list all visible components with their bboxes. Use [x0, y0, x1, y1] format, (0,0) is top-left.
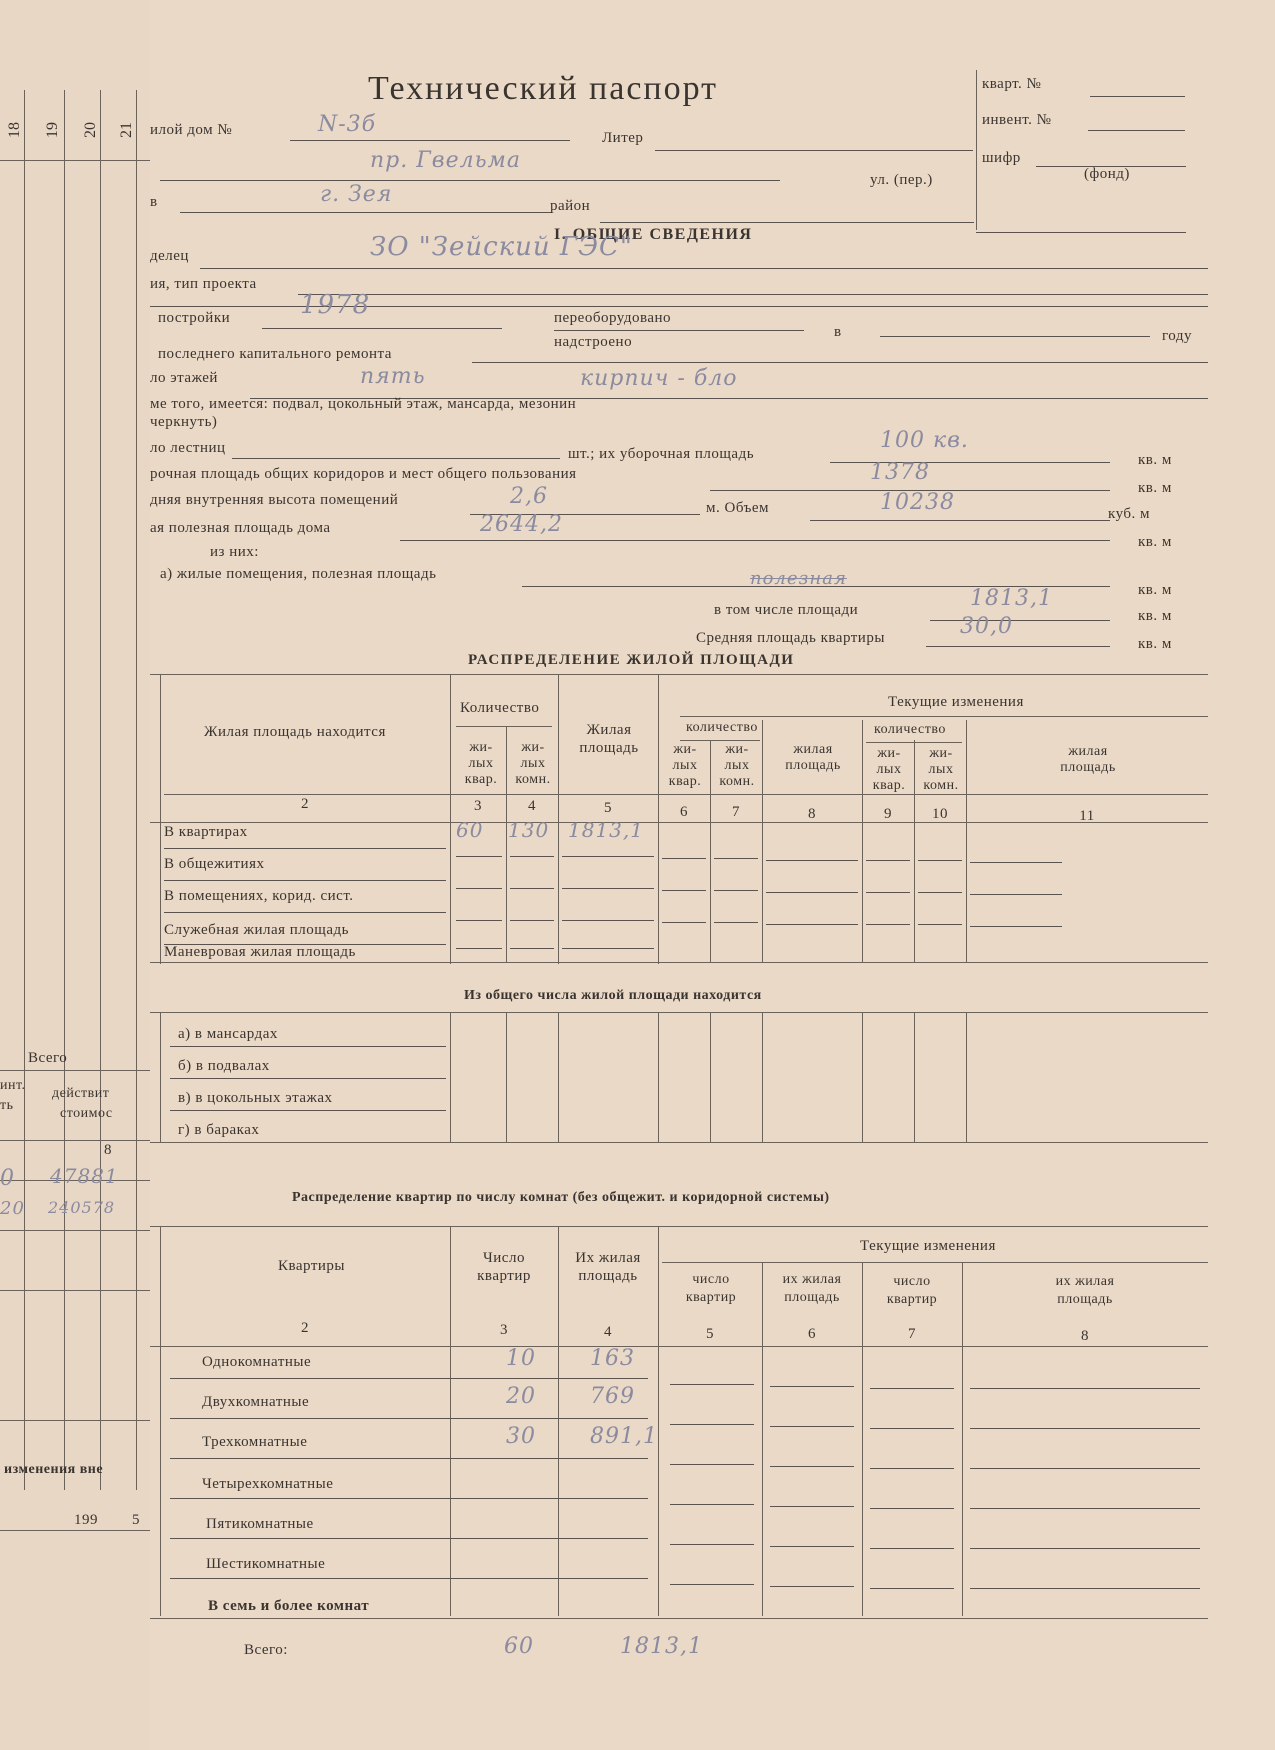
- in-label: в: [834, 324, 842, 340]
- row-label: В семь и более комнат: [208, 1598, 370, 1614]
- incl-label: в том числе площади: [714, 602, 859, 618]
- col-rooms-header: жи-: [521, 740, 545, 755]
- invent-label: инвент. №: [982, 112, 1052, 128]
- shifr-label: шифр: [982, 150, 1021, 166]
- col-count-sub: количество: [874, 722, 946, 737]
- col-apts-sub: лых: [672, 758, 698, 773]
- col-apts-header: жи-: [469, 740, 493, 755]
- sub-row-label: а) в мансардах: [178, 1026, 278, 1042]
- col-number: 4: [528, 798, 536, 814]
- row-label: Трехкомнатные: [202, 1434, 308, 1450]
- rooms-title: Распределение квартир по числу комнат (без общежит. и коридорной системы): [292, 1190, 830, 1205]
- column-number: 19: [44, 122, 61, 138]
- col-rooms-sub: лых: [928, 762, 954, 777]
- row-label: Пятикомнатные: [206, 1516, 314, 1532]
- superstructed-label: надстроено: [554, 334, 633, 350]
- col-area-header: Их жилая: [575, 1250, 641, 1266]
- unit-sqm: кв. м: [1138, 636, 1172, 652]
- repair-label: последнего капитального ремонта: [158, 346, 392, 362]
- strip-col-number: 8: [104, 1142, 112, 1158]
- street-name: пр. Гвельма: [370, 148, 521, 173]
- strip-col-fragment: инт.: [0, 1078, 26, 1093]
- col-changes-header: Текущие изменения: [888, 694, 1024, 710]
- strip-year-suffix: 5: [132, 1512, 140, 1528]
- col-number: 11: [1079, 808, 1095, 824]
- col-area-header: площадь: [579, 740, 639, 756]
- col-number: 3: [474, 798, 482, 814]
- row-label: Двухкомнатные: [202, 1394, 310, 1410]
- unit-sqm: кв. м: [1138, 582, 1172, 598]
- distribution-title: РАСПРЕДЕЛЕНИЕ ЖИЛОЙ ПЛОЩАДИ: [468, 652, 795, 668]
- total-area: 1813,1: [620, 1634, 703, 1659]
- col-count-sub: число: [893, 1274, 931, 1289]
- col-rooms-header: комн.: [515, 772, 551, 787]
- fond-label: (фонд): [1084, 166, 1130, 182]
- page-title: Технический паспорт: [368, 70, 719, 107]
- volume-unit: куб. м: [1108, 506, 1151, 522]
- col-number: 7: [908, 1326, 916, 1342]
- previous-page-strip: [0, 0, 151, 1750]
- owner-label: делец: [150, 248, 189, 264]
- col-area-sub: площадь: [1060, 760, 1116, 775]
- col-area-sub: жилая: [1068, 744, 1108, 759]
- floors-value: пять: [360, 364, 426, 389]
- avg-value: 30,0: [960, 614, 1013, 639]
- col-number: 2: [301, 1320, 309, 1336]
- corridors-area: 1378: [870, 460, 930, 485]
- col-area-sub: площадь: [1057, 1292, 1113, 1307]
- row-area: 163: [590, 1346, 635, 1371]
- col-number: 3: [500, 1322, 508, 1338]
- row-count: 10: [506, 1346, 536, 1371]
- kvart-label: кварт. №: [982, 76, 1042, 92]
- row-label: Шестикомнатные: [206, 1556, 326, 1572]
- col-area-sub: их жилая: [782, 1272, 842, 1287]
- liter-label: Литер: [602, 130, 644, 146]
- col-apts-sub: лых: [876, 762, 902, 777]
- row-area: 769: [590, 1384, 635, 1409]
- strike-note: черкнуть): [150, 414, 218, 430]
- project-label: ия, тип проекта: [150, 276, 257, 292]
- col-apts-sub: квар.: [668, 774, 702, 789]
- col-rooms-sub: комн.: [923, 778, 959, 793]
- strip-changes-label: изменения вне: [4, 1462, 104, 1477]
- height-value: 2,6: [510, 484, 548, 509]
- row-area: 891,1: [590, 1424, 658, 1449]
- avg-label: Средняя площадь квартиры: [696, 630, 885, 646]
- strip-handwriting: 20: [0, 1198, 25, 1219]
- of-them-label: из них:: [210, 544, 259, 560]
- col-area-sub: площадь: [784, 1290, 840, 1305]
- strip-col-fragment: действит: [52, 1086, 110, 1101]
- col-area-sub: площадь: [785, 758, 841, 773]
- useful-area-label: ая полезная площадь дома: [150, 520, 331, 536]
- street-label: ул. (пер.): [870, 172, 933, 188]
- col-number: 9: [884, 806, 892, 822]
- col-location-header: Жилая площадь находится: [204, 724, 386, 740]
- col-number: 4: [604, 1324, 612, 1340]
- col-number: 7: [732, 804, 740, 820]
- passport-sheet: [150, 0, 1275, 1750]
- year-label: году: [1162, 328, 1192, 344]
- column-number: 21: [118, 122, 135, 138]
- col-rooms-sub: жи-: [929, 746, 953, 761]
- row-label: В помещениях, корид. сист.: [164, 888, 354, 904]
- city-name: г. Зея: [320, 182, 393, 207]
- col-number: 2: [301, 796, 309, 812]
- col-count-sub: квартир: [685, 1290, 737, 1305]
- row-label: Служебная жилая площадь: [164, 922, 349, 938]
- row-label: В квартирах: [164, 824, 248, 840]
- stairs-unit: шт.; их уборочная площадь: [568, 446, 755, 462]
- col-rooms-header: лых: [520, 756, 546, 771]
- col-number: 6: [808, 1326, 816, 1342]
- col-area-header: Жилая: [586, 722, 632, 738]
- useful-area-value: 2644,2: [480, 512, 563, 537]
- height-label: дняя внутренняя высота помещений: [150, 492, 399, 508]
- col-count-sub: квартир: [886, 1292, 938, 1307]
- volume-value: 10238: [880, 490, 955, 515]
- total-count: 60: [504, 1634, 534, 1659]
- incl-value: 1813,1: [970, 586, 1053, 611]
- col-area-sub: жилая: [793, 742, 833, 757]
- house-label: илой дом №: [150, 122, 233, 138]
- stairs-area: 100 кв.: [880, 428, 969, 453]
- unit-sqm: кв. м: [1138, 608, 1172, 624]
- row-label: Четырехкомнатные: [202, 1476, 334, 1492]
- unit-sqm: кв. м: [1138, 452, 1172, 468]
- rebuilt-label: переоборудовано: [554, 310, 672, 326]
- col-apts-sub: жи-: [673, 742, 697, 757]
- col-apts-header: лых: [468, 756, 494, 771]
- district-label: район: [550, 198, 591, 214]
- floors-material: кирпич - бло: [580, 366, 738, 391]
- living-label: а) жилые помещения, полезная площадь: [160, 566, 437, 582]
- row-label: В общежитиях: [164, 856, 265, 872]
- col-area-sub: их жилая: [1055, 1274, 1115, 1289]
- city-prefix: в: [150, 194, 158, 210]
- stairs-label: ло лестниц: [150, 440, 226, 456]
- col-apts-header: квар.: [464, 772, 498, 787]
- col-rooms-sub: комн.: [719, 774, 755, 789]
- besides-label: ме того, имеется: подвал, цокольный этаж, мансарда, мезонин: [150, 396, 577, 412]
- col-changes-header: Текущие изменения: [860, 1238, 996, 1254]
- house-number: N-3б: [318, 112, 377, 137]
- row-count: 20: [506, 1384, 536, 1409]
- height-unit: м. Объем: [706, 500, 769, 516]
- col-count-header: Число: [483, 1250, 525, 1266]
- row-area: 1813,1: [568, 818, 644, 842]
- col-number: 10: [932, 806, 948, 822]
- col-number: 5: [706, 1326, 714, 1342]
- column-number: 20: [82, 122, 99, 138]
- row-apts: 60: [456, 818, 484, 842]
- col-rooms-sub: лых: [724, 758, 750, 773]
- strip-handwriting: 47881: [50, 1164, 119, 1188]
- corridors-label: рочная площадь общих коридоров и мест общего пользования: [150, 466, 577, 482]
- sub-row-label: г) в бараках: [178, 1122, 260, 1138]
- strip-total-label: Всего: [28, 1050, 68, 1066]
- strip-col-fragment: ть: [0, 1098, 14, 1113]
- strip-col-fragment: стоимос: [60, 1106, 113, 1121]
- col-apts-sub: жи-: [877, 746, 901, 761]
- col-count-header: Количество: [460, 700, 540, 716]
- col-number: 8: [808, 806, 816, 822]
- unit-sqm: кв. м: [1138, 534, 1172, 550]
- col-number: 5: [604, 800, 612, 816]
- col-area-header: площадь: [578, 1268, 638, 1284]
- sub-row-label: в) в цокольных этажах: [178, 1090, 333, 1106]
- column-number: 18: [6, 122, 23, 138]
- row-label: Однокомнатные: [202, 1354, 312, 1370]
- row-label: Маневровая жилая площадь: [164, 944, 356, 960]
- col-apartments-header: Квартиры: [278, 1258, 346, 1274]
- strip-year-label: 199: [74, 1512, 98, 1528]
- col-count-sub: число: [692, 1272, 730, 1287]
- sub-row-label: б) в подвалах: [178, 1058, 270, 1074]
- col-apts-sub: квар.: [872, 778, 906, 793]
- built-year: 1978: [300, 290, 371, 320]
- row-rooms: 130: [508, 818, 550, 842]
- total-label: Всего:: [244, 1642, 288, 1658]
- col-rooms-sub: жи-: [725, 742, 749, 757]
- col-count-header: квартир: [477, 1268, 531, 1284]
- floors-label: ло этажей: [150, 370, 218, 386]
- strip-handwriting: 240578: [48, 1198, 116, 1217]
- col-count-sub: количество: [686, 720, 758, 735]
- strip-handwriting: 0: [0, 1166, 15, 1191]
- living-value: полезная: [750, 568, 847, 589]
- unit-sqm: кв. м: [1138, 480, 1172, 496]
- row-count: 30: [506, 1424, 536, 1449]
- owner-value: ЗО "Зейский ГЭС": [370, 232, 633, 262]
- built-label: постройки: [158, 310, 231, 326]
- col-number: 8: [1081, 1328, 1089, 1344]
- section-title-general: I. ОБЩИЕ СВЕДЕНИЯ: [554, 226, 753, 243]
- distribution-subtitle: Из общего числа жилой площади находится: [464, 988, 762, 1003]
- col-number: 6: [680, 804, 688, 820]
